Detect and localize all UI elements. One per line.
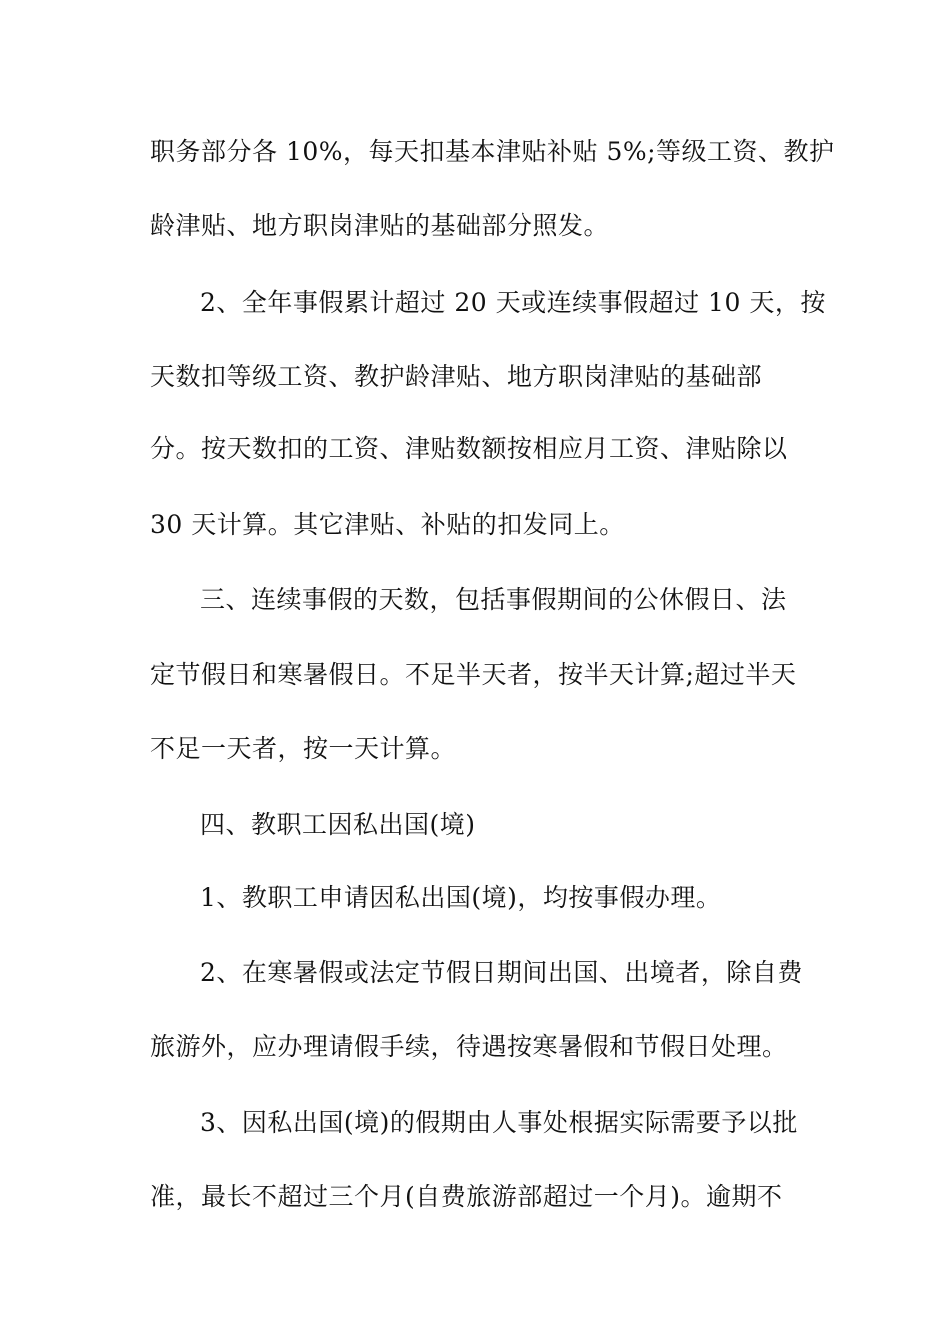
text-line: 准，最长不超过三个月(自费旅游部超过一个月)。逾期不: [150, 1182, 783, 1211]
text-line: 职务部分各 10%，每天扣基本津贴补贴 5%;等级工资、教护: [150, 137, 835, 166]
paragraph-start-line: 3、因私出国(境)的假期由人事处根据实际需要予以批: [200, 1108, 798, 1137]
text-line: 定节假日和寒暑假日。不足半天者，按半天计算;超过半天: [150, 660, 797, 689]
paragraph-start-line: 三、连续事假的天数，包括事假期间的公休假日、法: [200, 585, 787, 614]
paragraph-start-line: 2、全年事假累计超过 20 天或连续事假超过 10 天，按: [200, 288, 826, 317]
text-line: 30 天计算。其它津贴、补贴的扣发同上。: [150, 510, 625, 539]
text-line: 旅游外，应办理请假手续，待遇按寒暑假和节假日处理。: [150, 1032, 788, 1061]
text-line: 不足一天者，按一天计算。: [150, 734, 457, 763]
section-heading-line: 四、教职工因私出国(境): [200, 810, 476, 839]
paragraph-start-line: 1、教职工申请因私出国(境)，均按事假办理。: [200, 883, 722, 912]
text-line: 分。按天数扣的工资、津贴数额按相应月工资、津贴除以: [150, 434, 788, 463]
text-line: 天数扣等级工资、教护龄津贴、地方职岗津贴的基础部: [150, 362, 763, 391]
paragraph-start-line: 2、在寒暑假或法定节假日期间出国、出境者，除自费: [200, 958, 803, 987]
text-line: 龄津贴、地方职岗津贴的基础部分照发。: [150, 211, 610, 240]
